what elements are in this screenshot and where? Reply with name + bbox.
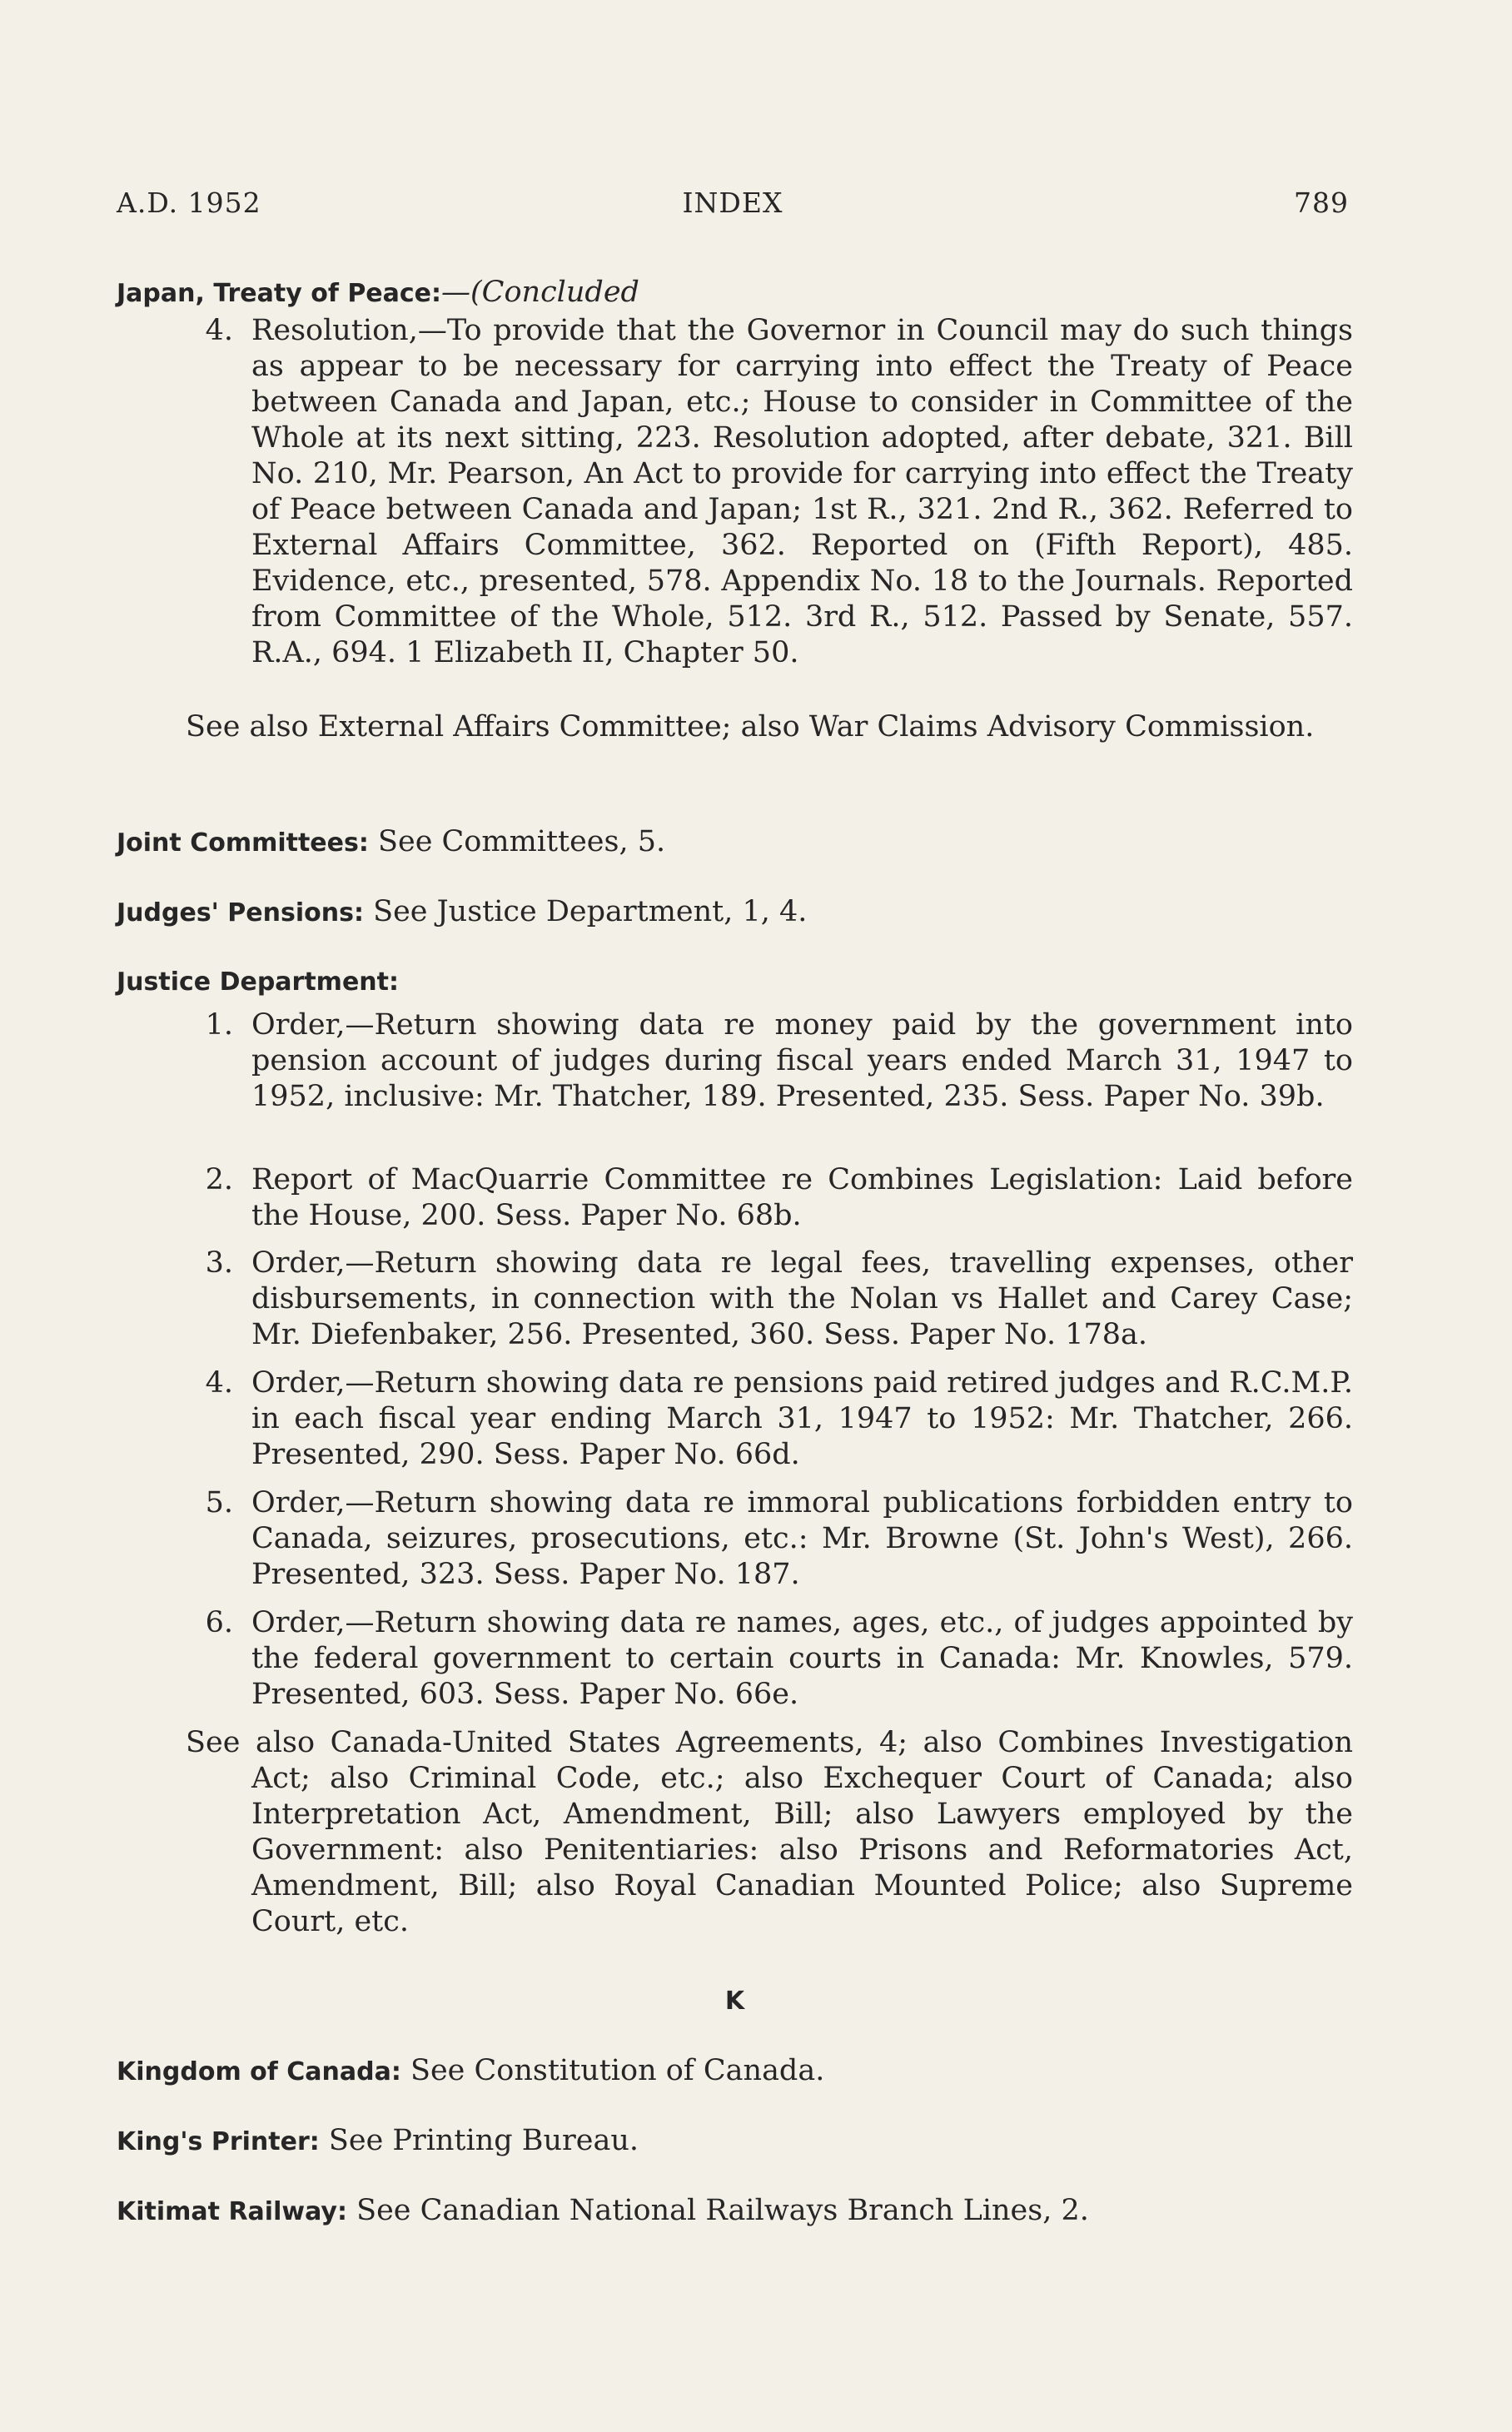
item-number: 2. xyxy=(205,1163,233,1196)
item-text: Resolution,—To provide that the Governor in Council may do such things as appear to be necessary for carrying into effect the Treaty of Peace between Canada and Japan, etc.; House to consider in Committee of the Whole at its next sitting, 223. Resolution adopted, after debate, 321. Bill No. 210, Mr. Pearson, An Act to provide for carrying into effect the Treaty of Peace between Canada and Japan; 1st R., 321. 2nd R., 362. Referred to External Affairs Committee, 362. Reported on (Fifth Report), 485. Evidence, etc., presented, 578. Appendix No. 18 to the Journals. Reported from Committee of the Whole, 512. 3rd R., 512. Passed by Senate, 557. R.A., 694. 1 Elizabeth II, Chapter 50. xyxy=(251,314,1353,669)
entry-heading: Joint Committees: xyxy=(117,828,369,858)
entry-heading: Kingdom of Canada: xyxy=(117,2057,401,2086)
entry-kings-printer xyxy=(117,2123,1353,2160)
entry-judges-pensions xyxy=(117,894,1353,931)
page-number: 789 xyxy=(1294,187,1349,219)
entry-joint-committees xyxy=(117,824,1353,861)
item-text: Order,—Return showing data re pensions paid retired judges and R.C.M.P. in each fiscal year ending March 31, 1947 to 1952: Mr. Thatcher, 266. Presented, 290. Sess. Paper No. 66d. xyxy=(251,1366,1353,1471)
item-text: Order,—Return showing data re names, ages, etc., of judges appointed by the federal government to certain courts in Canada: Mr. Knowles, 579. Presented, 603. Sess. Paper No. 66e. xyxy=(251,1606,1353,1711)
concluded-note: —(Concluded xyxy=(441,276,639,309)
entry-heading: Justice Department: xyxy=(117,967,399,997)
running-head xyxy=(117,187,1349,223)
entry-reference: See Committees, 5. xyxy=(378,825,666,858)
see-also: See also External Affairs Committee; also War Claims Advisory Commission. xyxy=(186,710,1315,744)
entry-reference: See Constitution of Canada. xyxy=(410,2054,825,2087)
item-text: Order,—Return showing data re immoral publications forbidden entry to Canada, seizures, prosecutions, etc.: Mr. Browne (St. John's West), 266. Presented, 323. Sess. Paper No. 187. xyxy=(251,1486,1353,1591)
item-number: 4. xyxy=(205,1366,233,1400)
entry-reference: See Canadian National Railways Branch Lines, 2. xyxy=(356,2194,1089,2227)
header-title: INDEX xyxy=(682,187,783,219)
section-letter: K xyxy=(724,1987,745,2016)
item-text: Report of MacQuarrie Committee re Combines Legislation: Laid before the House, 200. Sess. Paper No. 68b. xyxy=(251,1163,1353,1232)
item-number: 4. xyxy=(205,314,233,347)
header-year: A.D. 1952 xyxy=(117,187,261,219)
entry-heading: Japan, Treaty of Peace: xyxy=(117,279,442,308)
entry-reference: See Printing Bureau. xyxy=(328,2124,639,2157)
item-number: 5. xyxy=(205,1486,233,1519)
entry-heading: Judges' Pensions: xyxy=(117,898,364,928)
item-number: 3. xyxy=(205,1246,233,1280)
entry-heading: King's Printer: xyxy=(117,2127,320,2156)
entry-kingdom-of-canada xyxy=(117,2053,1353,2090)
see-also: See also Canada-United States Agreements, 4; also Combines Investigation Act; also Criminal Code, etc.; also Exchequer Court of Canada; also Interpretation Act, Amendment, Bill; also Lawyers employed by the Government: also Penitentiaries: also Prisons and Reformatories Act, Amendment, Bill; also Royal Canadian Mounted Police; also Supreme Court, etc. xyxy=(186,1726,1353,1938)
entry-reference: See Justice Department, 1, 4. xyxy=(373,895,808,928)
item-text: Order,—Return showing data re money paid by the government into pension account of judges during fiscal years ended March 31, 1947 to 1952, inclusive: Mr. Thatcher, 189. Presented, 235. Sess. Paper No. 39b. xyxy=(251,1008,1353,1113)
item-number: 1. xyxy=(205,1008,233,1042)
item-number: 6. xyxy=(205,1606,233,1639)
entry-heading: Kitimat Railway: xyxy=(117,2197,347,2226)
item-text: Order,—Return showing data re legal fees, travelling expenses, other disbursements, in connection with the Nolan vs Hallet and Carey Case; Mr. Diefenbaker, 256. Presented, 360. Sess. Paper No. 178a. xyxy=(251,1246,1353,1351)
entry-kitimat-railway xyxy=(117,2193,1353,2230)
